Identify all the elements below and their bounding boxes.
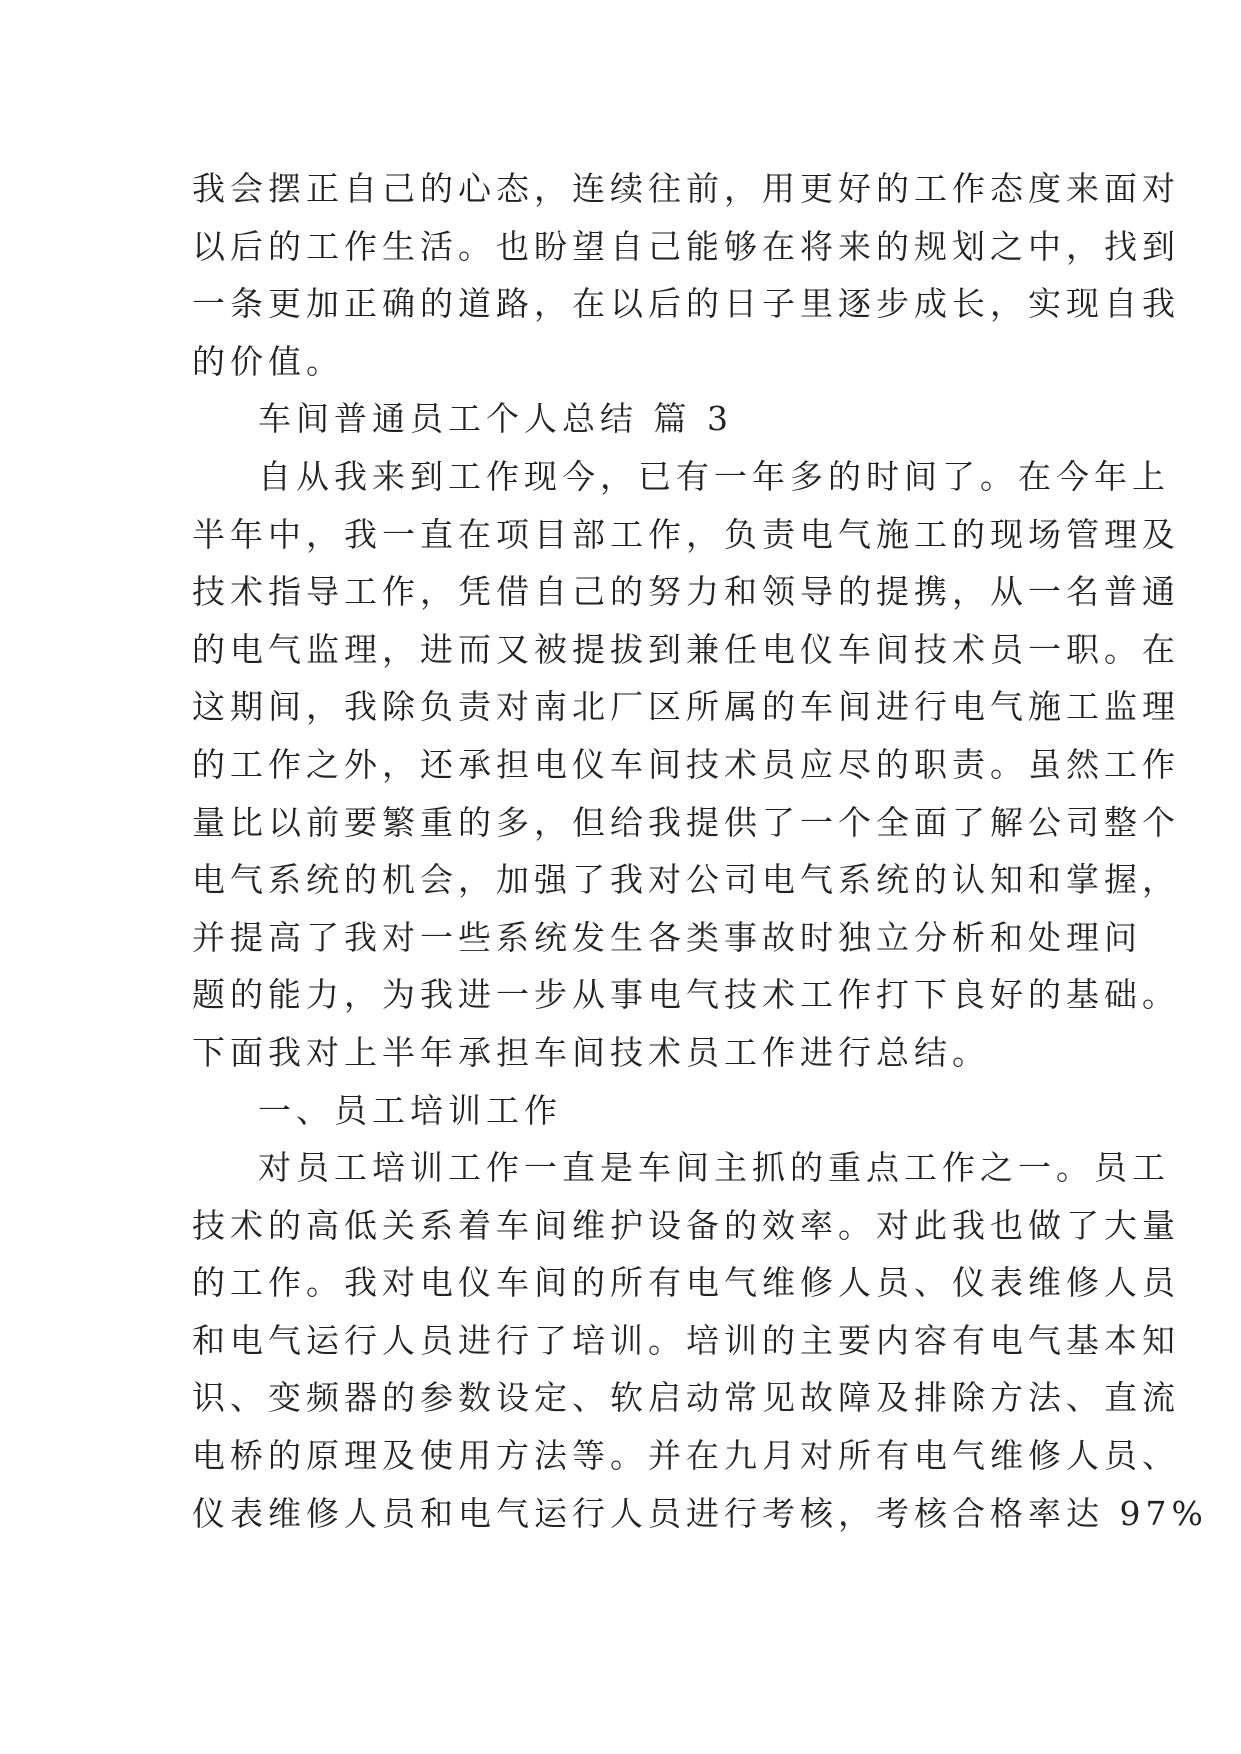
text-line: 的工作。我对电仪车间的所有电气维修人员、仪表维修人员	[192, 1263, 1180, 1303]
text-line: 这期间，我除负责对南北厂区所属的车间进行电气施工监理	[192, 687, 1180, 727]
text-line: 下面我对上半年承担车间技术员工作进行总结。	[192, 1032, 990, 1072]
text-line: 我会摆正自己的心态，连续往前，用更好的工作态度来面对	[192, 169, 1180, 208]
text-line: 仪表维修人员和电气运行人员进行考核，考核合格率达 97%	[192, 1493, 1208, 1533]
text-line: 电桥的原理及使用方法等。并在九月对所有电气维修人员、	[192, 1436, 1180, 1476]
text-line: 题的能力，为我进一步从事电气技术工作打下良好的基础。	[192, 975, 1180, 1015]
text-line: 并提高了我对一些系统发生各类事故时独立分析和处理问	[192, 917, 1142, 957]
text-line: 量比以前要繁重的多，但给我提供了一个全面了解公司整个	[192, 802, 1180, 842]
text-line: 的价值。	[192, 341, 344, 381]
text-line: 的工作之外，还承担电仪车间技术员应尽的职责。虽然工作	[192, 744, 1180, 784]
text-line: 半年中，我一直在项目部工作，负责电气施工的现场管理及	[192, 514, 1180, 554]
paragraph-start-line: 车间普通员工个人总结 篇 3	[258, 399, 733, 439]
text-line: 一条更加正确的道路，在以后的日子里逐步成长，实现自我	[192, 284, 1180, 324]
text-line: 识、变频器的参数设定、软启动常见故障及排除方法、直流	[192, 1378, 1180, 1418]
paragraph-start-line: 对员工培训工作一直是车间主抓的重点工作之一。员工	[258, 1148, 1170, 1188]
text-line: 技术指导工作，凭借自己的努力和领导的提携，从一名普通	[192, 572, 1180, 612]
text-line: 和电气运行人员进行了培训。培训的主要内容有电气基本知	[192, 1320, 1180, 1360]
document-body	[192, 160, 1208, 1542]
text-line: 电气系统的机会，加强了我对公司电气系统的认知和掌握，	[192, 860, 1180, 900]
text-line: 的电气监理，进而又被提拔到兼任电仪车间技术员一职。在	[192, 629, 1180, 669]
text-line: 技术的高低关系着车间维护设备的效率。对此我也做了大量	[192, 1205, 1180, 1245]
paragraph-start-line: 自从我来到工作现今，已有一年多的时间了。在今年上	[258, 456, 1170, 496]
paragraph-start-line: 一、员工培训工作	[258, 1090, 562, 1130]
text-line: 以后的工作生活。也盼望自己能够在将来的规划之中，找到	[192, 226, 1180, 266]
